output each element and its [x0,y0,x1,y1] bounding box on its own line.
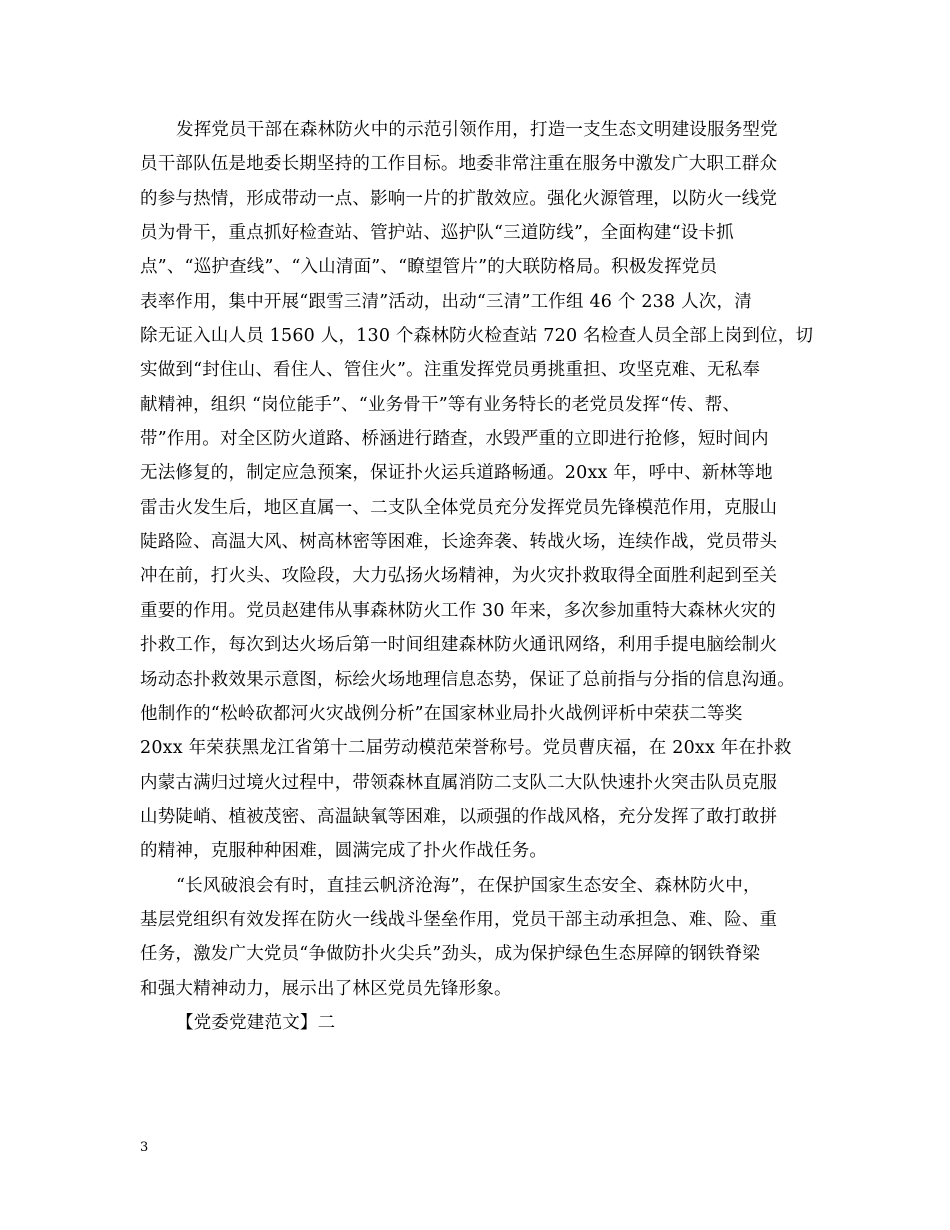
paragraph-line: 20xx 年荣获黑龙江省第十二届劳动模范荣誉称号。党员曹庆福，在 20xx 年在扑救 [140,738,792,759]
paragraph-line: 实做到“封住山、看住人、管住火”。注重发挥党员勇挑重担、攻坚克难、无私奉 [140,360,761,381]
paragraph-line: 基层党组织有效发挥在防火一线战斗堡垒作用，党员干部主动承担急、难、险、重 [140,909,778,930]
paragraph-line: 的参与热情，形成带动一点、影响一片的扩散效应。强化火源管理，以防火一线党 [140,188,778,209]
page-number: 3 [140,1140,149,1155]
paragraph-line: 员为骨干，重点抓好检查站、管护站、巡护队“三道防线”，全面构建“设卡抓 [140,223,734,244]
paragraph-line: 重要的作用。党员赵建伟从事森林防火工作 30 年来，多次参加重特大森林火灾的 [140,600,776,621]
paragraph-line: 和强大精神动力，展示出了林区党员先锋形象。 [140,978,512,999]
paragraph-line: 除无证入山人员 1560 人，130 个森林防火检查站 720 名检查人员全部上岗到位，切 [140,326,814,347]
paragraph-line: 山势陡峭、植被茂密、高温缺氧等困难，以顽强的作战风格，充分发挥了敢打敢拼 [140,806,778,827]
paragraph-line: 献精神，组织 “岗位能手”、“业务骨干”等有业务特长的老党员发挥“传、帮、 [140,394,741,415]
paragraph-line: 员干部队伍是地委长期坚持的工作目标。地委非常注重在服务中激发广大职工群众 [140,154,778,175]
paragraph-line: 的精神，克服种种困难，圆满完成了扑火作战任务。 [140,841,548,862]
body-text [140,113,830,1040]
paragraph-line: 表率作用，集中开展“跟雪三清”活动，出动“三清”工作组 46 个 238 人次，清 [140,291,752,312]
paragraph-line: 陡路险、高温大风、树高林密等困难，长途奔袭、转战火场，连续作战，党员带头 [140,532,778,553]
paragraph-line: 发挥党员干部在森林防火中的示范引领作用，打造一支生态文明建设服务型党 [176,120,778,140]
paragraph-line: 内蒙古满归过境火过程中，带领森林直属消防二支队二大队快速扑火突击队员克服 [140,772,778,793]
paragraph-line: “长风破浪会有时，直挂云帆济沧海”，在保护国家生态安全、森林防火中， [176,875,761,896]
paragraph-line: 无法修复的，制定应急预案，保证扑火运兵道路畅通。20xx 年，呼中、新林等地 [140,463,773,484]
paragraph-line: 雷击火发生后，地区直属一、二支队全体党员充分发挥党员先锋模范作用，克服山 [140,497,778,518]
paragraph-line: 他制作的“松岭砍都河火灾战例分析”在国家林业局扑火战例评析中荣获二等奖 [140,703,743,724]
paragraph-line: 场动态扑救效果示意图，标绘火场地理信息态势，保证了总前指与分指的信息沟通。 [140,669,795,690]
paragraph-line: 扑救工作，每次到达火场后第一时间组建森林防火通讯网络，利用手提电脑绘制火 [140,635,778,656]
paragraph-line: 冲在前，打火头、攻险段，大力弘扬火场精神，为火灾扑救取得全面胜利起到至关 [140,566,778,587]
paragraph-line: 点”、“巡护查线”、“入山清面”、“瞭望管片”的大联防格局。积极发挥党员 [140,257,718,278]
paragraph-line: 带”作用。对全区防火道路、桥涵进行踏查，水毁严重的立即进行抢修，短时间内 [140,429,769,450]
paragraph-line: 任务，激发广大党员“争做防扑火尖兵”劲头，成为保护绿色生态屏障的钢铁脊梁 [140,944,761,965]
section-heading: 【党委党建范文】二 [176,1012,336,1033]
